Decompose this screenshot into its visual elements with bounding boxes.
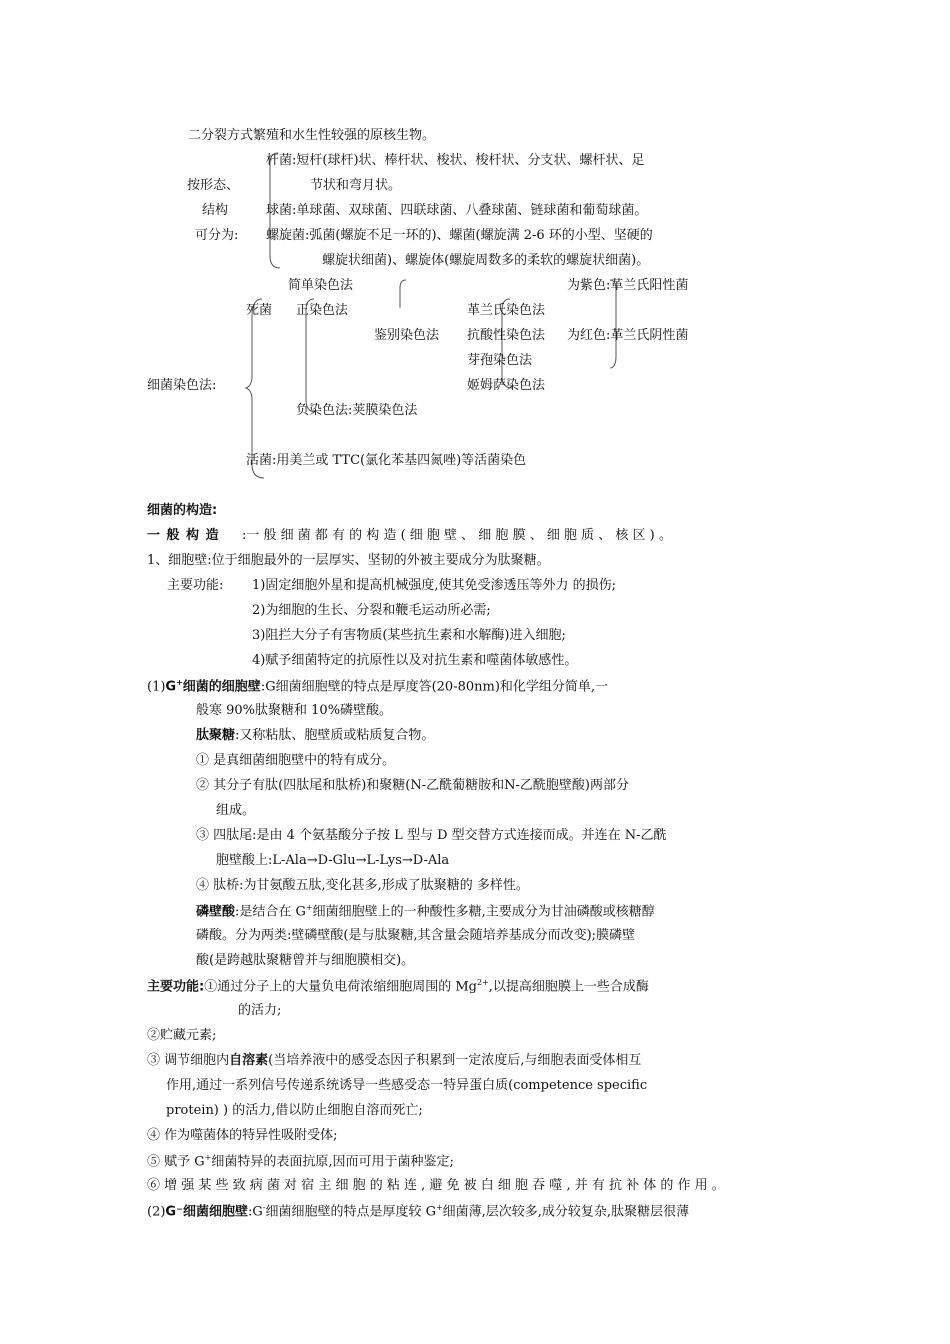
- ta-func-5b: 细菌特异的表面抗原,因而可用于菌种鉴定;: [211, 1154, 454, 1170]
- ta-func-1a: ①通过分子上的大量负电荷浓缩细胞周围的 Mg: [204, 979, 477, 995]
- purple-result: 为紫色:革兰氏阳性菌: [567, 278, 689, 293]
- morph-label-1: 按形态、: [187, 178, 240, 193]
- staining-root: 细菌染色法:: [147, 378, 217, 393]
- gpos-title: 细菌的细胞壁: [182, 679, 261, 695]
- teichoic-text-1: :是结合在 G: [235, 904, 306, 920]
- teichoic-text-2: 磷酸。分为两类:壁磷壁酸(是与肽聚糖,其含量会随培养基成分而改变);膜磷壁: [196, 928, 636, 943]
- ta-func-1c: 的活力;: [238, 1003, 282, 1018]
- morph-label-2: 结构: [202, 203, 229, 218]
- ta-func-3c: protein) ) 的活力,借以防止细胞自溶而死亡;: [166, 1103, 423, 1118]
- ta-func-3b: 作用,通过一系列信号传递系统诱导一些感受态一特异蛋白质(competence specific: [166, 1078, 648, 1093]
- structure-heading: 细菌的构造:: [147, 503, 218, 518]
- pg-point-1: ① 是真细菌细胞壁中的特有成分。: [196, 753, 396, 768]
- gneg-title: G⁻细菌细胞壁: [165, 1204, 248, 1220]
- peptidoglycan-text: :又称粘肽、胞壁质或粘质复合物。: [235, 728, 435, 743]
- ta-func-label: 主要功能:: [147, 979, 205, 995]
- ta-func-1-sup: 2+: [476, 978, 489, 987]
- gneg-line: [147, 1203, 689, 1220]
- peptidoglycan-label: 肽聚糖: [196, 728, 236, 743]
- positive-stain: 正染色法: [296, 303, 349, 318]
- red-result: 为红色:革兰氏阴性菌: [567, 328, 689, 343]
- simple-stain: 简单染色法: [288, 278, 354, 293]
- gpos-line-1: [147, 678, 608, 695]
- ta-func-2: ②贮藏元素;: [147, 1028, 217, 1043]
- teichoic-label: 磷壁酸: [196, 904, 236, 920]
- differential-brace: [396, 278, 410, 314]
- peptidoglycan-line: [196, 728, 434, 744]
- ta-func-5-sup: +: [204, 1153, 212, 1162]
- ta-func-1b: ,以提高细胞膜上一些合成酶: [488, 979, 649, 995]
- acid-fast-stain: 抗酸性染色法: [467, 328, 546, 343]
- gneg-text-b: 细菌细胞壁的特点是厚度较 G: [265, 1204, 436, 1220]
- ta-func-5: [147, 1153, 454, 1170]
- gpos-title-g: G: [165, 679, 177, 695]
- teichoic-sup: +: [305, 903, 313, 912]
- spore-stain: 芽孢染色法: [467, 353, 533, 368]
- function-4: 4)赋予细菌特定的抗原性以及对抗生素和噬菌体敏感性。: [252, 653, 578, 668]
- gpos-text-2: 般寒 90%肽聚糖和 10%磷壁酸。: [196, 703, 393, 718]
- gneg-text-c: 细菌薄,层次较多,成分较复杂,肽聚糖层很薄: [442, 1204, 690, 1220]
- gpos-title-sup: +: [176, 678, 183, 687]
- gneg-sup: -: [262, 1203, 266, 1212]
- teichoic-text-1b: 细菌细胞壁上的一种酸性多糖,主要成分为甘油磷酸或核糖醇: [312, 904, 655, 920]
- gneg-prefix: (2): [147, 1204, 166, 1220]
- ta-func-3a-2: (当培养液中的感受态因子积累到一定浓度后,与细胞表面受体相互: [268, 1053, 642, 1068]
- spiral-line-2: 螺旋状细菌)、螺旋体(螺旋周数多的柔软的螺旋状细菌)。: [322, 253, 650, 268]
- gpos-prefix: (1): [147, 679, 166, 695]
- negative-stain: 负染色法:荚膜染色法: [296, 403, 418, 418]
- gpos-text-1: :G细菌细胞壁的特点是厚度答(20-80nm)和化学组分简单,一: [260, 679, 609, 695]
- teichoic-line-1: [196, 903, 655, 920]
- general-structure-text: :一 般 细 菌 都 有 的 构 造 ( 细 胞 壁 、 细 胞 膜 、 细 胞 质 、 核 区 ) 。: [242, 528, 672, 543]
- ta-func-line-1: [147, 978, 649, 995]
- cell-wall-line: 1、细胞壁:位于细胞最外的一层厚实、坚韧的外被主要成分为肽聚糖。: [147, 553, 550, 568]
- differential-stain: 鉴别染色法: [374, 328, 440, 343]
- main-function-label: 主要功能:: [167, 578, 224, 593]
- ta-func-4: ④ 作为噬菌体的特异性吸附受体;: [147, 1128, 338, 1143]
- general-structure-label: 一 般 构 造: [147, 528, 220, 543]
- ta-func-6: ⑥ 增 强 某 些 致 病 菌 对 宿 主 细 胞 的 粘 连 , 避 免 被 白 细 胞 吞 噬 , 并 有 抗 补 体 的 作 用 。: [147, 1178, 725, 1193]
- rod-line-2: 节状和弯月状。: [310, 178, 402, 193]
- ta-func-3a-1: ③ 调节细胞内: [147, 1053, 230, 1068]
- teichoic-text-3: 酸(是跨越肽聚糖曾并与细胞膜相交)。: [196, 953, 415, 968]
- coccus-line: 球菌:单球菌、双球菌、四联球菌、八叠球菌、链球菌和葡萄球菌。: [266, 203, 648, 218]
- spiral-line-1: 螺旋菌:弧菌(螺旋不足一环的)、螺菌(螺旋满 2-6 环的小型、坚硬的: [266, 228, 653, 243]
- gneg-sup-2: +: [435, 1203, 443, 1212]
- function-3: 3)阻拦大分子有害物质(某些抗生素和水解酶)进入细胞;: [252, 628, 566, 643]
- intro-line: 二分裂方式繁殖和水生性较强的原核生物。: [188, 128, 436, 143]
- ta-func-5a: ⑤ 赋予 G: [147, 1154, 205, 1170]
- function-2: 2)为细胞的生长、分裂和鞭毛运动所必需;: [252, 603, 491, 618]
- gram-stain: 革兰氏染色法: [467, 303, 546, 318]
- dead-label: 死菌: [246, 303, 273, 318]
- ta-func-3a: [147, 1053, 641, 1069]
- autolysin-term: 自溶素: [229, 1053, 269, 1068]
- morph-label-3: 可分为:: [195, 228, 239, 243]
- pg-point-3b: 胞壁酸上:L-Ala→D-Glu→L-Lys→D-Ala: [216, 853, 450, 868]
- gneg-text-a: :G: [247, 1204, 263, 1220]
- function-1: 1)固定细胞外星和提高机械强度,使其免受渗透压等外力 的损伤;: [252, 578, 616, 593]
- pg-point-2a: ② 其分子有肽(四肽尾和肽桥)和聚糖(N-乙酰葡糖胺和N-乙酰胞壁酸)两部分: [196, 778, 629, 793]
- pg-point-3a: ③ 四肽尾:是由 4 个氨基酸分子按 L 型与 D 型交替方式连接而成。并连在 N-乙酰: [196, 828, 667, 843]
- pg-point-2b: 组成。: [216, 803, 256, 818]
- rod-line-1: 杆菌:短杆(球杆)状、棒杆状、梭状、梭杆状、分支状、螺杆状、足: [266, 153, 645, 168]
- pg-point-4: ④ 肽桥:为甘氨酸五肽,变化甚多,形成了肽聚糖的 多样性。: [196, 878, 529, 893]
- neisser-stain: 姬姆萨染色法: [467, 378, 546, 393]
- live-stain: 活菌:用美兰或 TTC(氯化苯基四氮唑)等活菌染色: [246, 453, 527, 468]
